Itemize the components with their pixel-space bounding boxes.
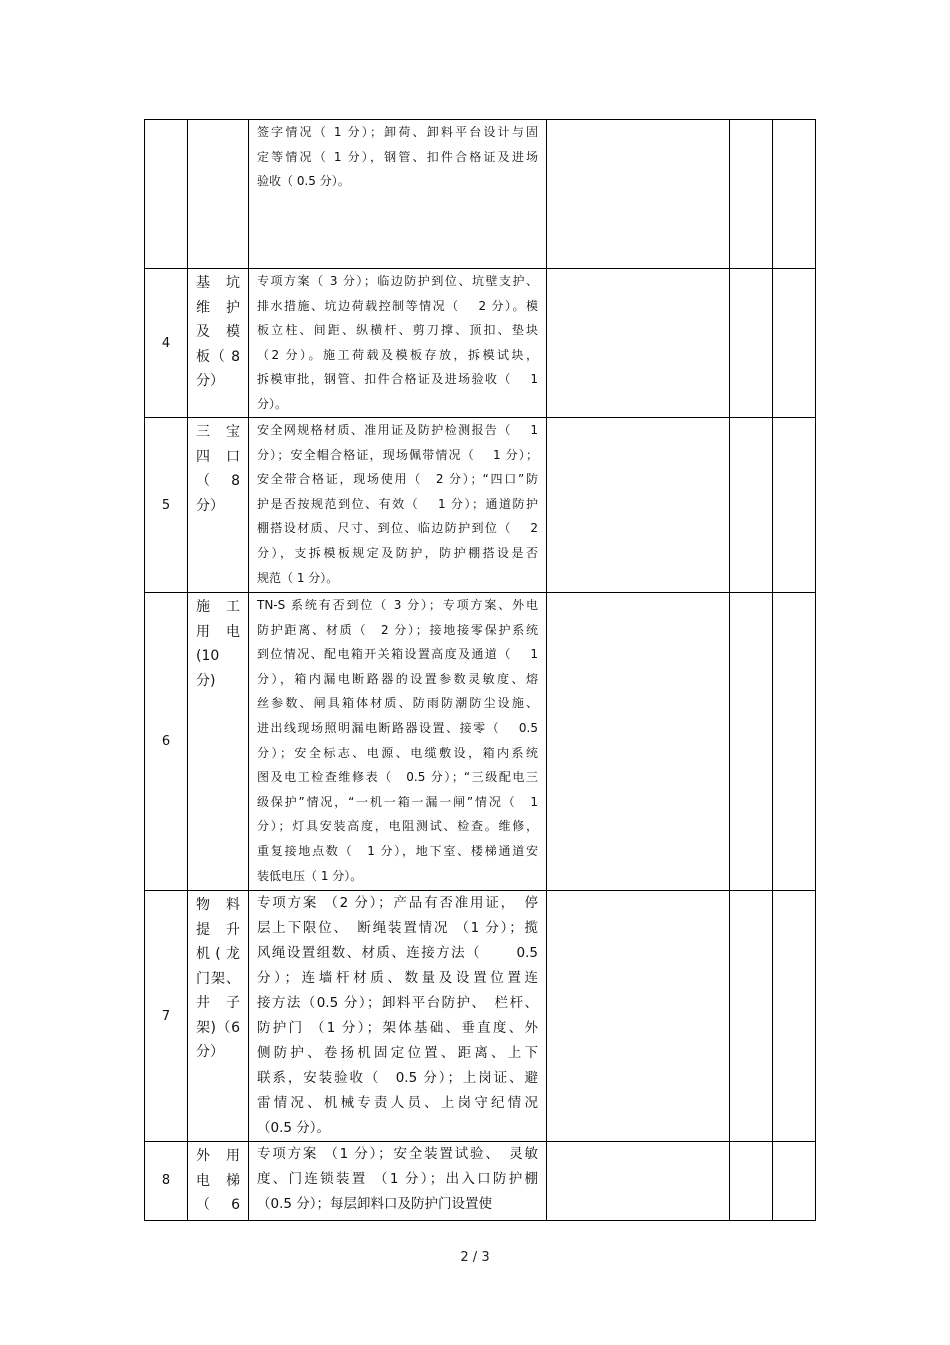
inspection-content-line: 专项方案（ 3 分）；临边防护到位、坑壁支护、 xyxy=(257,274,538,288)
inspection-item-cell xyxy=(188,120,249,269)
inspection-item-line: 分) xyxy=(196,672,216,689)
inspection-content-cell xyxy=(249,1142,547,1221)
inspection-content-line: 进出线现场照明漏电断路器设置、接零（ 0.5 xyxy=(257,720,538,735)
inspection-content-line: 安全网规格材质、准用证及防护检测报告（ 1 xyxy=(257,423,538,437)
remark-cell xyxy=(773,891,816,1142)
inspection-content-line: 度、门连锁装置 （1 分）；出入口防护棚 xyxy=(257,1171,538,1187)
inspection-content-line: 接方法（0.5 分）；卸料平台防护、 栏杆、 xyxy=(257,995,538,1011)
inspection-content-line: 装低电压（ 1 分）。 xyxy=(257,868,363,883)
inspection-content-line: （0.5 分）；每层卸料口及防护门设置使 xyxy=(257,1196,493,1212)
remark-cell xyxy=(773,120,816,269)
inspection-table xyxy=(144,119,816,1221)
inspection-content-line: 验收（ 0.5 分）。 xyxy=(257,174,350,189)
inspection-content-line: 分）；安全标志、电源、电缆敷设，箱内系统 xyxy=(257,745,538,760)
table-row xyxy=(145,1142,816,1221)
inspection-content-line: 分）。 xyxy=(257,396,288,411)
inspection-content-line: （2 分）。施工荷载及模板存放，拆模试块， xyxy=(257,347,538,362)
inspection-content-line: 层上下限位、 断绳装置情况 （1 分）；揽 xyxy=(257,920,538,936)
inspection-item-line: 分） xyxy=(196,497,224,514)
inspection-content-line: 风绳设置组数、材质、连接方法（ 0.5 xyxy=(257,945,538,961)
inspection-content-cell xyxy=(249,269,547,418)
inspection-item-cell xyxy=(188,269,249,418)
inspection-item-line: （ 6 xyxy=(196,1197,240,1213)
score-cell xyxy=(730,593,773,891)
inspection-content-line: 到位情况、配电箱开关箱设置高度及通道（ 1 xyxy=(257,647,538,662)
item-number-cell: 6 xyxy=(145,593,188,891)
result-cell xyxy=(547,269,730,418)
inspection-item-line: (10 xyxy=(196,648,220,664)
item-number-cell xyxy=(145,120,188,269)
inspection-item-line: 外 用 xyxy=(196,1148,240,1164)
inspection-item-line: 架)（6 xyxy=(196,1019,240,1036)
table-row xyxy=(145,269,816,418)
inspection-item-line: 门架、 xyxy=(196,970,240,987)
inspection-item-line: 及 模 xyxy=(196,324,240,340)
inspection-content-line: 规范（ 1 分）。 xyxy=(257,570,339,585)
result-cell xyxy=(547,891,730,1142)
inspection-item-line: （ 8 xyxy=(196,473,240,489)
inspection-item-line: 基 坑 xyxy=(196,275,240,291)
inspection-item-line: 机(龙 xyxy=(196,946,240,962)
inspection-content-line: 分）；安全帽合格证，现场佩带情况（ 1 分）； xyxy=(257,447,538,462)
inspection-item-line: 分） xyxy=(196,373,224,389)
inspection-content-cell xyxy=(249,120,547,269)
remark-cell xyxy=(773,1142,816,1221)
score-cell xyxy=(730,269,773,418)
inspection-content-line: 级保护”情况，“一机一箱一漏一闸”情况（ 1 xyxy=(257,794,538,809)
item-number-cell: 8 xyxy=(145,1142,188,1221)
inspection-item-cell xyxy=(188,593,249,891)
inspection-content-line: 安全带合格证，现场使用（ 2 分）；“四口”防 xyxy=(257,472,538,487)
inspection-content-line: 板立柱、间距、纵横杆、剪刀撑、顶扣、垫块 xyxy=(257,323,538,338)
score-cell xyxy=(730,891,773,1142)
inspection-content-line: 丝参数、闸具箱体材质、防雨防潮防尘设施、 xyxy=(257,696,538,711)
table-row xyxy=(145,120,816,269)
inspection-content-line: 防护距离、材质（ 2 分）；接地接零保护系统 xyxy=(257,622,538,637)
inspection-item-line: 井 子 xyxy=(196,995,240,1011)
table-row xyxy=(145,418,816,593)
inspection-content-line: 专项方案 （2 分）；产品有否准用证， 停 xyxy=(257,895,538,911)
inspection-item-cell xyxy=(188,418,249,593)
remark-cell xyxy=(773,269,816,418)
item-number-cell: 4 xyxy=(145,269,188,418)
inspection-item-line: 四 口 xyxy=(196,448,240,465)
inspection-content-line: 签字情况（ 1 分）；卸荷、卸料平台设计与固 xyxy=(257,125,538,139)
result-cell xyxy=(547,593,730,891)
inspection-content-cell xyxy=(249,593,547,891)
inspection-content-line: 分）；灯具安装高度，电阻测试、检查。维修， xyxy=(257,819,538,834)
score-cell xyxy=(730,1142,773,1221)
inspection-item-cell xyxy=(188,891,249,1142)
inspection-content-line: 拆模审批，钢管、扣件合格证及进场验收（ 1 xyxy=(257,372,538,387)
page-number: 2 / 3 xyxy=(460,1250,490,1265)
inspection-item-line: 提 升 xyxy=(196,921,240,938)
inspection-content-line: TN-S 系统有否到位（ 3 分）；专项方案、外电 xyxy=(257,598,538,612)
inspection-content-line: 雷情况、机械专责人员、上岗守纪情况 xyxy=(257,1095,538,1111)
remark-cell xyxy=(773,593,816,891)
inspection-item-line: 用 电 xyxy=(196,623,240,640)
item-number-cell: 7 xyxy=(145,891,188,1142)
inspection-item-line: 施 工 xyxy=(196,599,240,615)
inspection-item-line: 板（ 8 xyxy=(196,348,240,365)
inspection-content-line: 护是否按规范到位、有效（ 1 分）；通道防护 xyxy=(257,496,538,511)
score-cell xyxy=(730,120,773,269)
inspection-item-line: 三 宝 xyxy=(196,424,240,440)
table-row xyxy=(145,891,816,1142)
inspection-content-line: 分），箱内漏电断路器的设置参数灵敏度、熔 xyxy=(257,671,538,686)
inspection-content-line: 专项方案 （1 分）；安全装置试验、 灵敏 xyxy=(257,1146,538,1162)
table-row xyxy=(145,593,816,891)
inspection-content-line: 重复接地点数（ 1 分），地下室、楼梯通道安 xyxy=(257,843,538,858)
item-number-cell: 5 xyxy=(145,418,188,593)
inspection-item-cell xyxy=(188,1142,249,1221)
inspection-content-cell xyxy=(249,891,547,1142)
inspection-content-line: （0.5 分）。 xyxy=(257,1120,331,1136)
inspection-item-line: 电 梯 xyxy=(196,1172,240,1189)
inspection-table-body xyxy=(145,120,816,1221)
inspection-item-line: 维 护 xyxy=(196,299,240,316)
inspection-content-line: 分）；连墙杆材质、数量及设置位置连 xyxy=(257,970,538,986)
inspection-content-line: 棚搭设材质、尺寸、到位、临边防护到位（ 2 xyxy=(257,521,538,536)
result-cell xyxy=(547,1142,730,1221)
inspection-content-line: 排水措施、坑边荷载控制等情况（ 2 分）。模 xyxy=(257,298,538,313)
inspection-content-line: 联系，安装验收（ 0.5 分）；上岗证、避 xyxy=(257,1070,538,1086)
inspection-item-line: 分） xyxy=(196,1044,224,1060)
remark-cell xyxy=(773,418,816,593)
score-cell xyxy=(730,418,773,593)
result-cell xyxy=(547,120,730,269)
inspection-content-cell xyxy=(249,418,547,593)
inspection-content-line: 定等情况（ 1 分），钢管、扣件合格证及进场 xyxy=(257,149,538,164)
inspection-content-line: 侧防护、卷扬机固定位置、距离、上下 xyxy=(257,1045,538,1061)
inspection-item-line: 物 料 xyxy=(196,897,240,913)
result-cell xyxy=(547,418,730,593)
inspection-content-line: 图及电工检查维修表（ 0.5 分）；“三级配电三 xyxy=(257,770,538,785)
inspection-content-line: 分），支拆模板规定及防护，防护棚搭设是否 xyxy=(257,545,538,560)
inspection-content-line: 防护门 （1 分）；架体基础、垂直度、外 xyxy=(257,1020,538,1036)
